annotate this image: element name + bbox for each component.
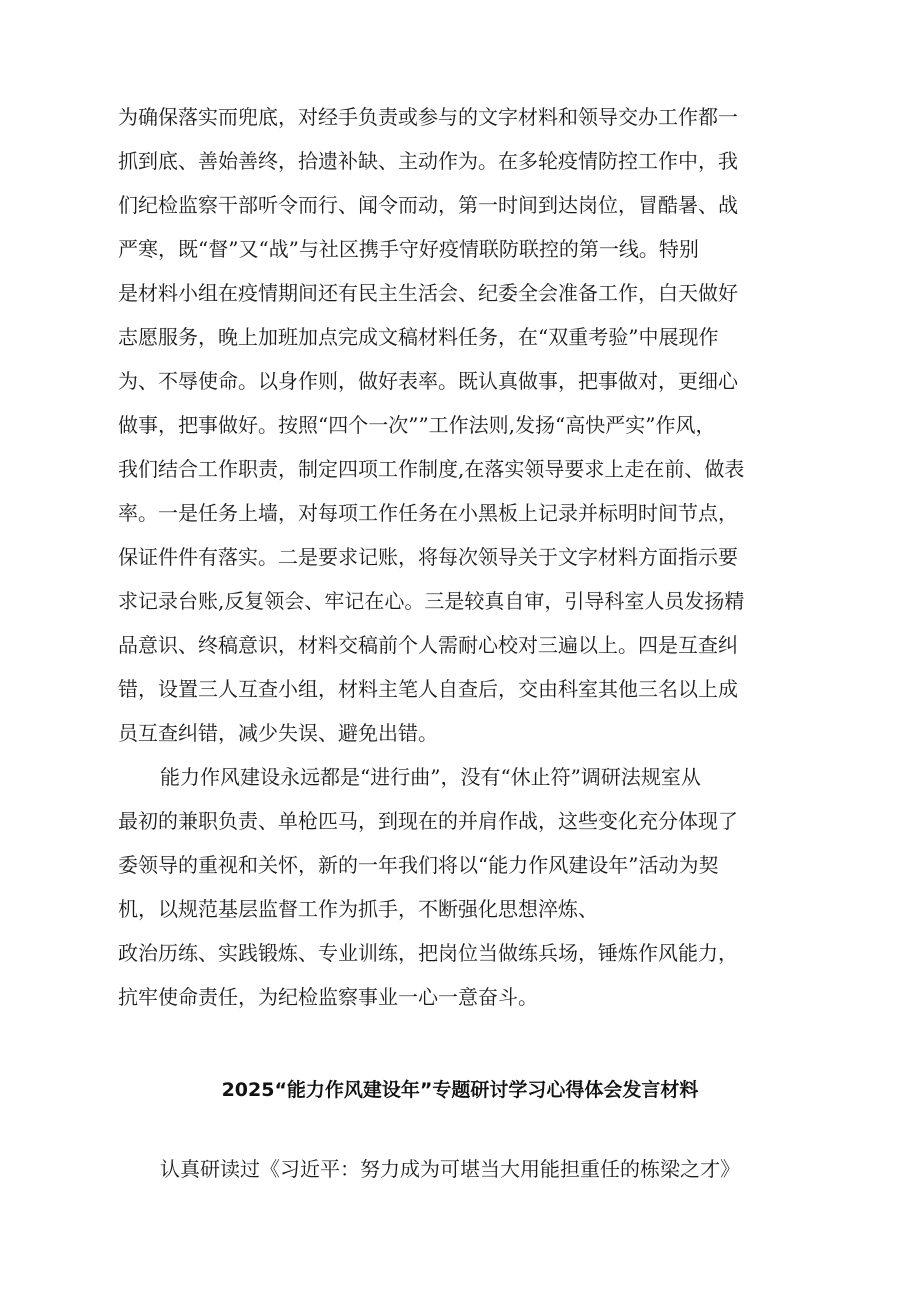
paragraph-2-line: 抗牢使命责任，为纪检监察事业一心一意奋斗。 [118, 985, 538, 1009]
paragraph-1-line: 员互查纠错，减少失误、避免出错。 [118, 721, 438, 745]
paragraph-1-line: 为确保落实而兜底，对经手负责或参与的文字材料和领导交办工作都一 [118, 105, 738, 129]
paragraph-1-line: 做事，把事做好。按照“四个一次””工作法则,发扬“高快严实”作风， [118, 413, 716, 437]
paragraph-1-line: 是材料小组在疫情期间还有民主生活会、纪委全会准备工作，白天做好 [118, 281, 738, 305]
paragraph-1-line: 求记录台账,反复领会、牢记在心。三是较真自审，引导科室人员发扬精 [118, 589, 745, 613]
section-title: 2025“能力作风建设年”专题研讨学习心得体会发言材料 [221, 1079, 699, 1101]
paragraph-1-line: 们纪检监察干部听令而行、闻令而动，第一时间到达岗位，冒酷暑、战 [118, 193, 738, 217]
paragraph-1-line: 品意识、终稿意识，材料交稿前个人需耐心校对三遍以上。四是互查纠 [118, 633, 738, 657]
paragraph-2-line: 机，以规范基层监督工作为抓手，不断强化思想淬炼、 [118, 897, 598, 921]
paragraph-1-line: 错，设置三人互查小组，材料主笔人自查后，交由科室其他三名以上成 [118, 677, 738, 701]
paragraph-1-line: 抓到底、善始善终，拾遗补缺、主动作为。在多轮疫情防控工作中，我 [118, 149, 738, 173]
paragraph-1-line: 我们结合工作职责，制定四项工作制度,在落实领导要求上走在前、做表 [118, 457, 745, 481]
paragraph-2-line: 能力作风建设永远都是“进行曲”，没有“休止符”调研法规室从 [160, 765, 701, 789]
paragraph-1-line: 严寒，既“督”又“战”与社区携手守好疫情联防联控的第一线。特别 [118, 237, 699, 261]
paragraph-3-line: 认真研读过《习近平：努力成为可堪当大用能担重任的栋梁之才》 [160, 1157, 740, 1181]
paragraph-2-line: 委领导的重视和关怀，新的一年我们将以“能力作风建设年”活动为契 [118, 853, 719, 877]
paragraph-1-line: 志愿服务，晚上加班加点完成文稿材料任务，在“双重考验”中展现作 [118, 325, 719, 349]
paragraph-1-line: 为、不辱使命。以身作则，做好表率。既认真做事，把事做对，更细心 [118, 369, 738, 393]
paragraph-2-line: 最初的兼职负责、单枪匹马，到现在的并肩作战，这些变化充分体现了 [118, 809, 738, 833]
paragraph-1-line: 保证件件有落实。二是要求记账，将每次领导关于文字材料方面指示要 [118, 545, 738, 569]
paragraph-1-line: 率。一是任务上墙，对每项工作任务在小黑板上记录并标明时间节点， [118, 501, 738, 525]
paragraph-2-line: 政治历练、实践锻炼、专业训练，把岗位当做练兵场，锤炼作风能力， [118, 941, 738, 965]
